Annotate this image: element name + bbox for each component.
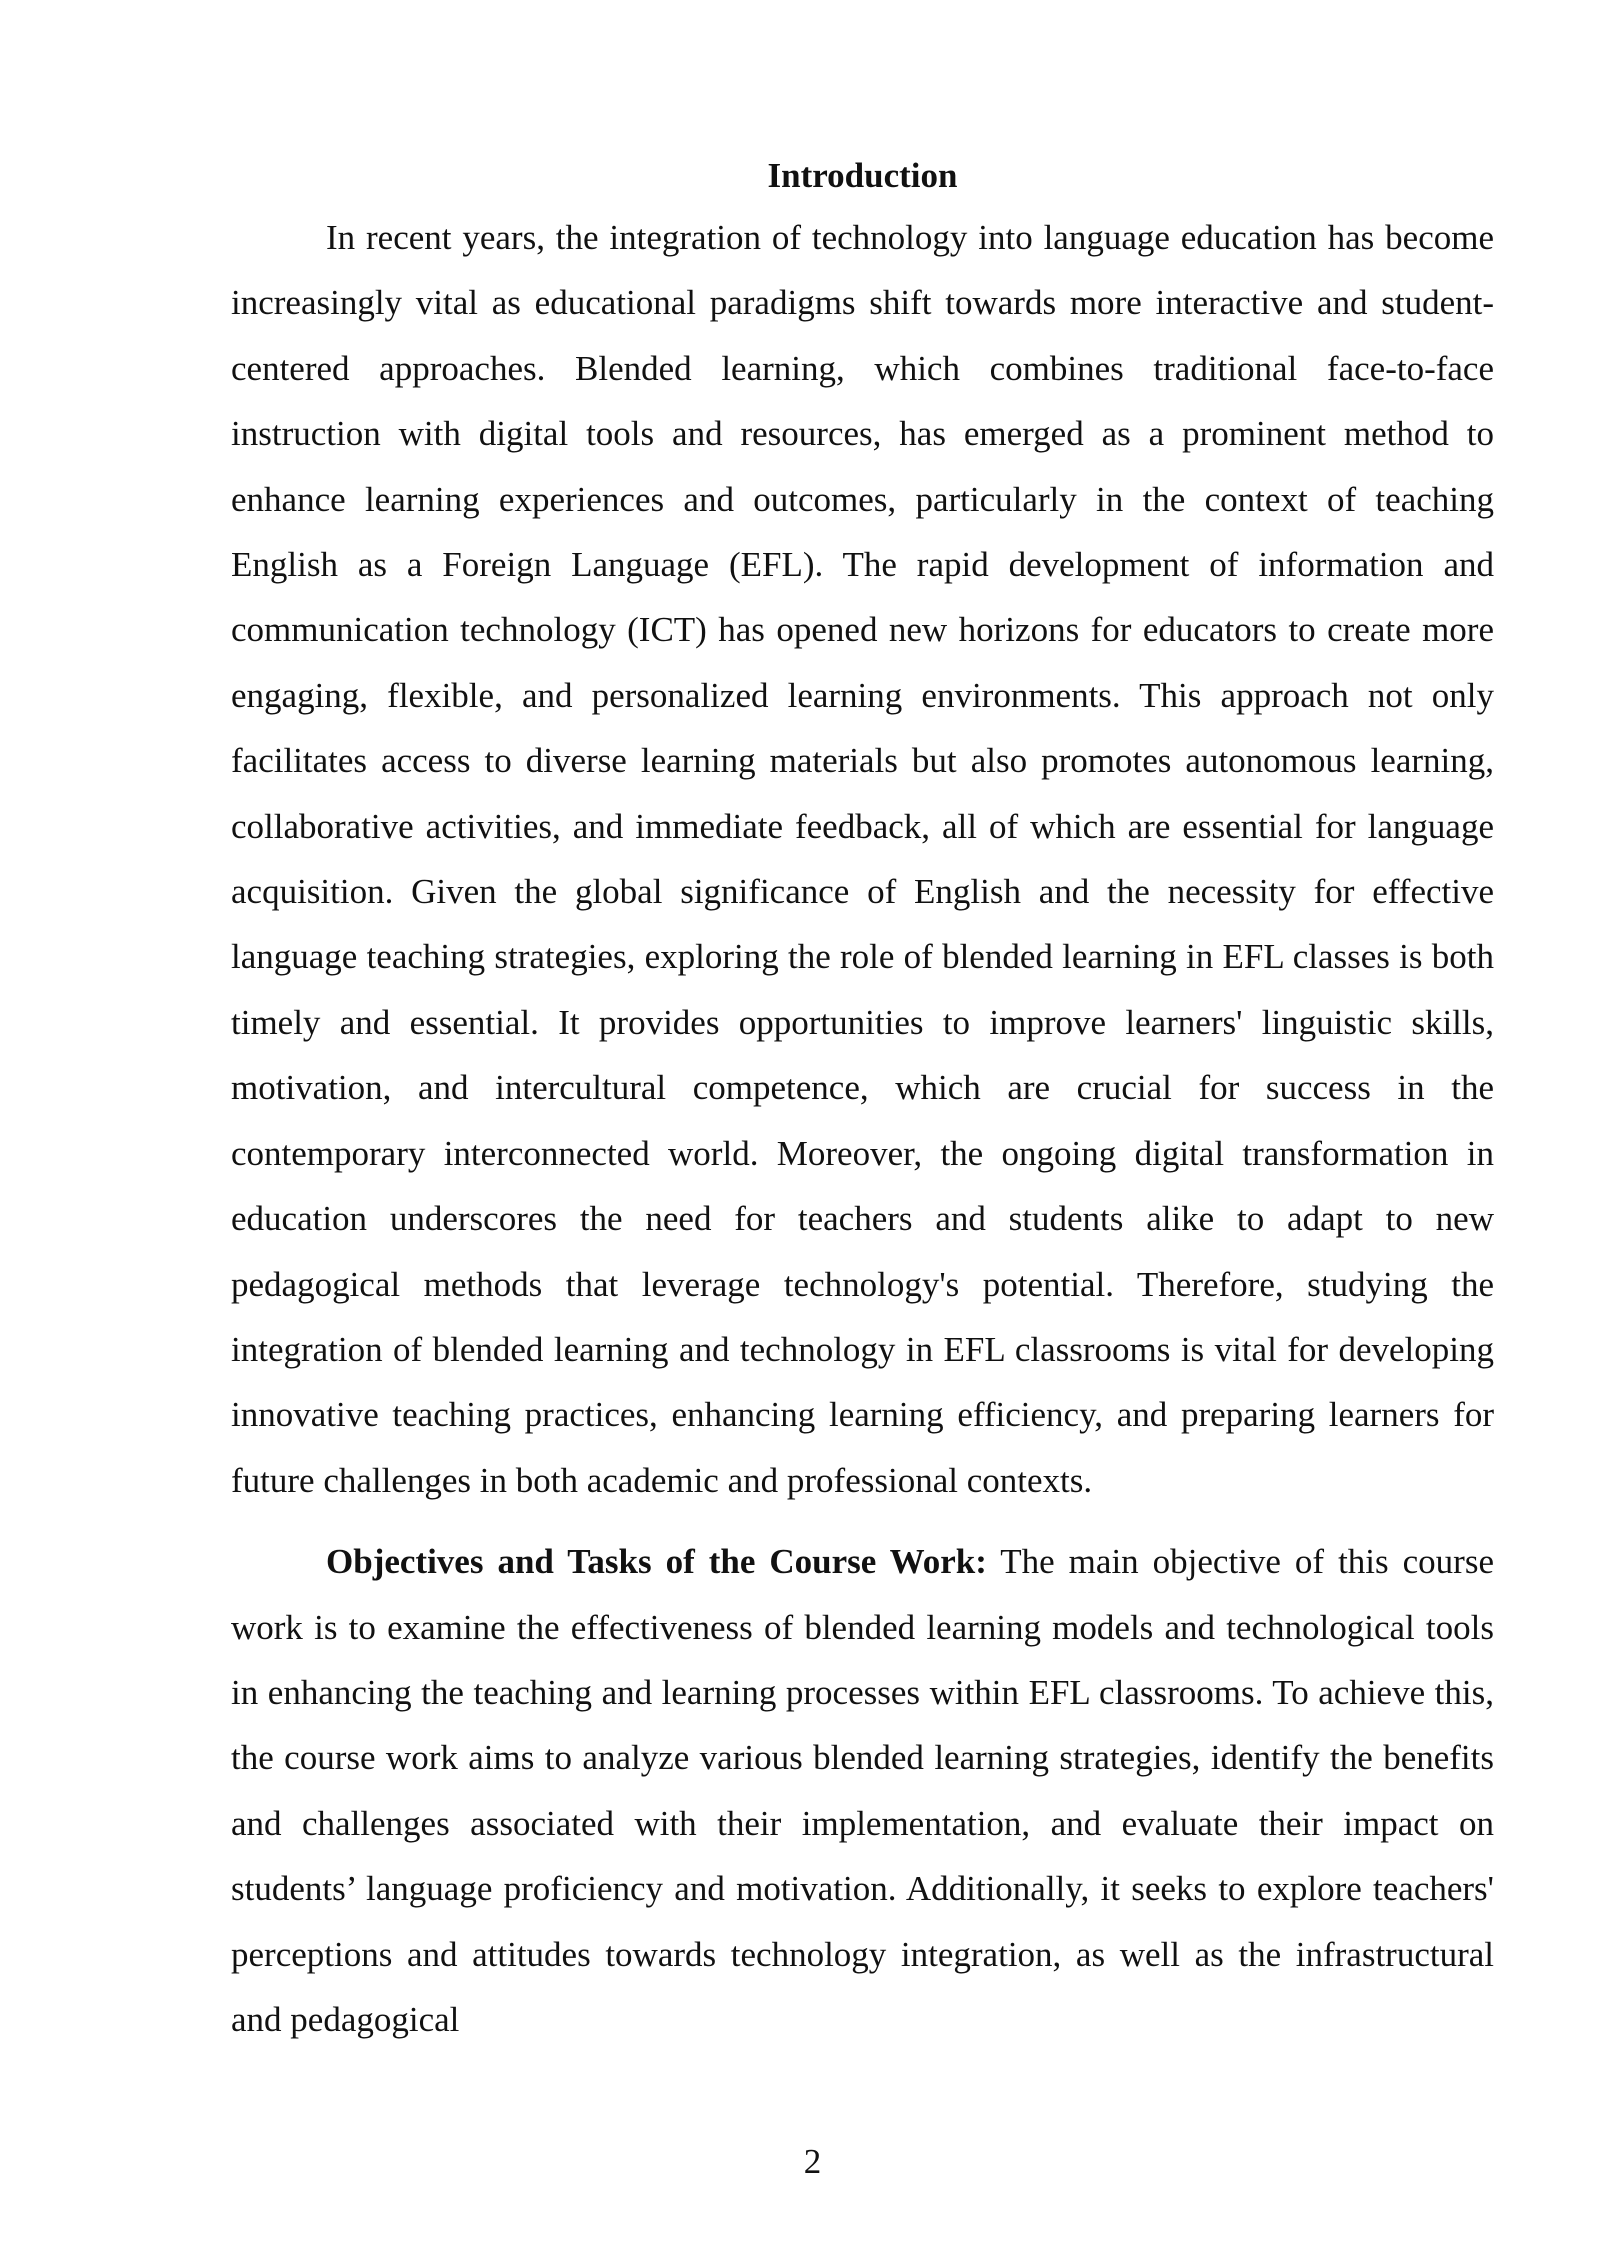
introduction-paragraph: In recent years, the integration of technology into language education has become increasingly vital as educational paradigms shift towards more interactive and student-centered approaches. Blended learning, which combines traditional face-to-face instruction with digital tools and resources, has emerged as a prominent method to enhance learning experiences and outcomes, particularly in the context of teaching English as a Foreign Language (EFL). The rapid development of information and communication technology (ICT) has opened new horizons for educators to create more engaging, flexible, and personalized learning environments. This approach not only facilitates access to diverse learning materials but also promotes autonomous learning, collaborative activities, and immediate feedback, all of which are essential for language acquisition. Given the global significance of English and the necessity for effective language teaching strategies, exploring the role of blended learning in EFL classes is both timely and essential. It provides opportunities to improve learners' linguistic skills, motivation, and intercultural competence, which are crucial for success in the contemporary interconnected world. Moreover, the ongoing digital transformation in education underscores the need for teachers and students alike to adapt to new pedagogical methods that leverage technology's potential. Therefore, studying the integration of blended learning and technology in EFL classrooms is vital for developing innovative teaching practices, enhancing learning efficiency, and preparing learners for future challenges in both academic and professional contexts. — [231, 218, 1494, 1500]
page-number: 2 — [803, 2142, 822, 2181]
section-heading-introduction: Introduction — [767, 156, 958, 195]
objectives-label: Objectives and Tasks of the Course Work: — [326, 1542, 987, 1582]
objectives-paragraph — [231, 1529, 1494, 2052]
objectives-text: The main objective of this course work is to examine the effectiveness of blended learning models and technological tools in enhancing the teaching and learning processes within EFL classrooms. To achieve this, the course work aims to analyze various blended learning strategies, identify the benefits and challenges associated with their implementation, and evaluate their impact on students’ language proficiency and motivation. Additionally, it seeks to explore teachers' perceptions and attitudes towards technology integration, as well as the infrastructural and pedagogical — [231, 1542, 1494, 2039]
page-content — [231, 152, 1494, 2052]
